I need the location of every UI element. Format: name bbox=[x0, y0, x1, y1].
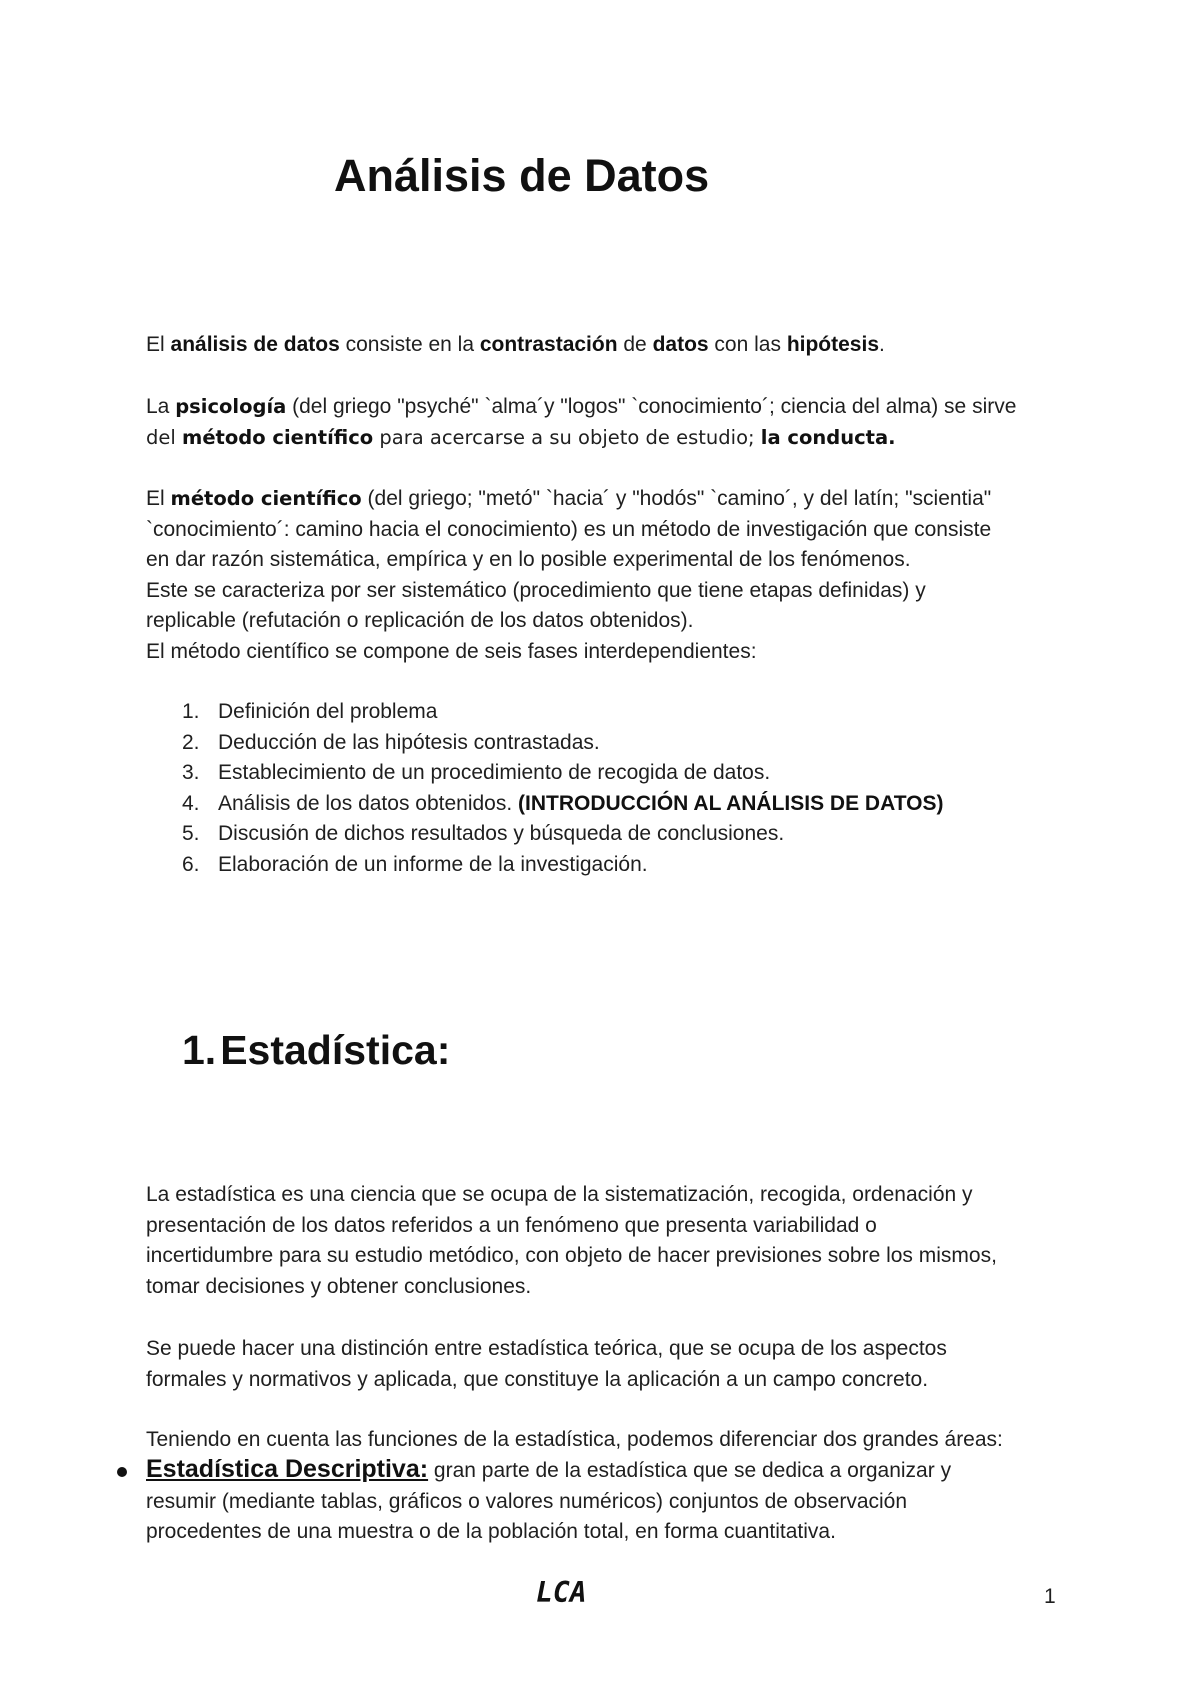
descriptive-text: procedentes de una muestra o de la población total, en forma cuantitativa. bbox=[146, 1520, 836, 1543]
list-item-text: Discusión de dichos resultados y búsqueda de conclusiones. bbox=[218, 822, 785, 845]
psychology-bold-term: método científico bbox=[182, 425, 374, 449]
list-item-text: Deducción de las hipótesis contrastadas. bbox=[218, 730, 600, 754]
intro-bold-term: hipótesis bbox=[786, 333, 879, 356]
list-item bbox=[180, 728, 943, 759]
statistics-paragraph bbox=[146, 1180, 1086, 1302]
list-item bbox=[180, 697, 943, 728]
intro-text: de bbox=[617, 333, 653, 356]
descriptive-bullet bbox=[146, 1454, 1086, 1548]
list-item bbox=[180, 850, 943, 881]
descriptive-text: gran parte de la estadística que se dedica a organizar y bbox=[428, 1459, 952, 1482]
descriptive-text: resumir (mediante tablas, gráficos o valores numéricos) conjuntos de observación bbox=[146, 1489, 908, 1513]
list-item bbox=[180, 819, 943, 850]
psychology-text: (del griego "psyché" `alma´y "logos" `conocimiento´; ciencia del alma) se sirve bbox=[286, 395, 1017, 418]
method-paragraph bbox=[146, 484, 1086, 667]
list-item-text: Definición del problema bbox=[218, 700, 438, 723]
descriptive-term: Estadística Descriptiva: bbox=[146, 1455, 429, 1483]
intro-text: El bbox=[146, 333, 171, 356]
psychology-text: La bbox=[146, 395, 176, 418]
list-item-number: 6. bbox=[182, 852, 200, 876]
bullet-icon bbox=[117, 1467, 127, 1477]
method-bold-term: método científico bbox=[170, 487, 362, 510]
list-item-number: 2. bbox=[182, 730, 200, 754]
list-item-number: 1. bbox=[182, 700, 200, 723]
psychology-text: del bbox=[146, 425, 182, 449]
distinction-paragraph bbox=[146, 1334, 1086, 1395]
psychology-bold-term: la conducta. bbox=[760, 425, 896, 449]
method-text: replicable (refutación o replicación de los datos obtenidos). bbox=[146, 609, 694, 632]
statistics-text: presentación de los datos referidos a un fenómeno que presenta variabilidad o bbox=[146, 1213, 877, 1237]
list-item-text: Elaboración de un informe de la investigación. bbox=[218, 852, 648, 876]
intro-bold-term: datos bbox=[652, 333, 709, 356]
method-text: en dar razón sistemática, empírica y en lo posible experimental de los fenómenos. bbox=[146, 548, 911, 571]
statistics-text: La estadística es una ciencia que se ocupa de la sistematización, recogida, ordenación y bbox=[146, 1183, 973, 1206]
phases-list bbox=[180, 697, 943, 880]
list-item-text: Establecimiento de un procedimiento de recogida de datos. bbox=[218, 761, 771, 784]
method-text: `conocimiento´: camino hacia el conocimiento) es un método de investigación que consiste bbox=[146, 517, 992, 541]
intro-text: con las bbox=[708, 333, 787, 356]
page-number: 1 bbox=[1044, 1585, 1056, 1608]
section-number: 1. bbox=[182, 1027, 217, 1073]
psychology-text: para acercarse a su objeto de estudio; bbox=[373, 425, 761, 449]
intro-bold-term: análisis de datos bbox=[170, 333, 340, 356]
intro-text: consiste en la bbox=[339, 333, 480, 356]
method-text: El bbox=[146, 487, 171, 510]
intro-bold-term: contrastación bbox=[479, 333, 618, 356]
list-item bbox=[180, 758, 943, 789]
intro-text: . bbox=[879, 333, 885, 356]
statistics-text: tomar decisiones y obtener conclusiones. bbox=[146, 1274, 532, 1298]
psychology-bold-term: psicología bbox=[175, 395, 287, 418]
list-item-number: 5. bbox=[182, 822, 200, 845]
distinction-text: Se puede hacer una distinción entre estadística teórica, que se ocupa de los aspectos bbox=[146, 1337, 947, 1360]
list-item-number: 3. bbox=[182, 761, 200, 784]
section-heading bbox=[182, 1024, 450, 1076]
intro-paragraph bbox=[146, 330, 1086, 361]
statistics-text: incertidumbre para su estudio metódico, con objeto de hacer previsiones sobre los mismos, bbox=[146, 1244, 997, 1267]
list-item-text: Análisis de los datos obtenidos. bbox=[218, 791, 519, 815]
method-text: (del griego; "metó" `hacia´ y "hodós" `camino´, y del latín; "scientia" bbox=[361, 487, 992, 510]
list-item-number: 4. bbox=[182, 791, 200, 815]
areas-intro-paragraph: Teniendo en cuenta las funciones de la estadística, podemos diferenciar dos grandes áreas: bbox=[146, 1428, 1003, 1451]
list-item bbox=[180, 789, 943, 820]
method-text: Este se caracteriza por ser sistemático (procedimiento que tiene etapas definidas) y bbox=[146, 578, 926, 602]
psychology-paragraph bbox=[146, 392, 1086, 453]
list-item-bold-text: (INTRODUCCIÓN AL ANÁLISIS DE DATOS) bbox=[518, 791, 944, 815]
distinction-text: formales y normativos y aplicada, que constituye la aplicación a un campo concreto. bbox=[146, 1367, 929, 1391]
method-text: El método científico se compone de seis fases interdependientes: bbox=[146, 639, 757, 663]
document-title: Análisis de Datos bbox=[334, 150, 710, 201]
section-title: Estadística: bbox=[220, 1027, 451, 1073]
footer-logo: LCA bbox=[536, 1576, 587, 1609]
